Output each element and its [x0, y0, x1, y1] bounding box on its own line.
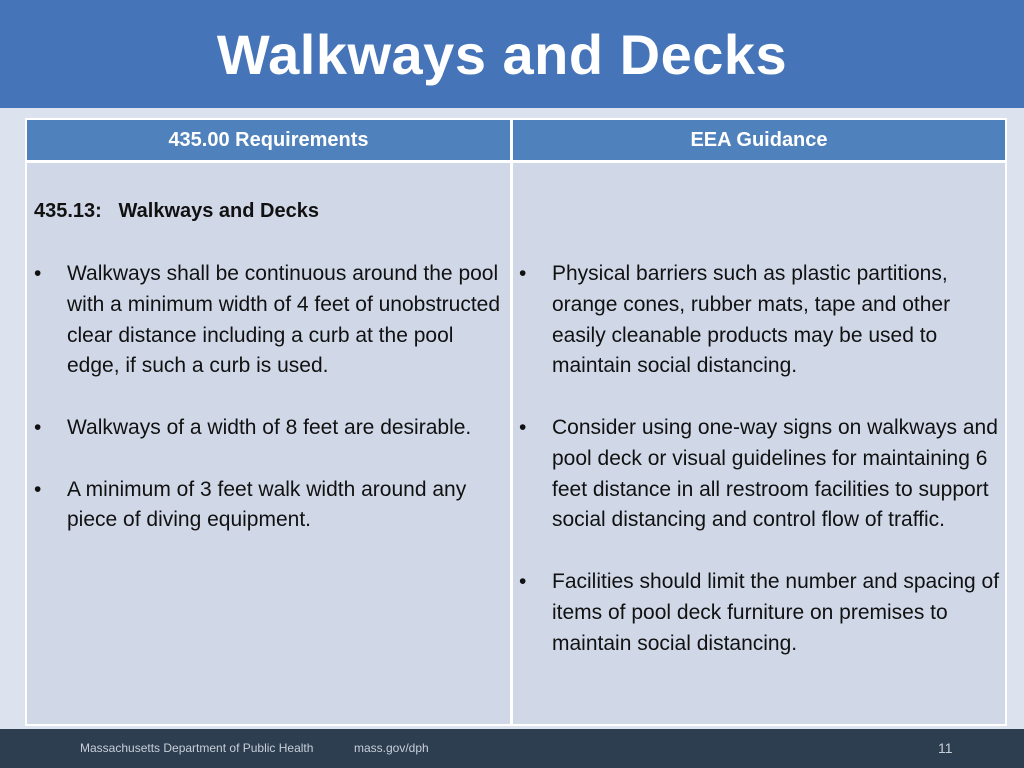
- slide-title: Walkways and Decks: [216, 22, 788, 86]
- list-item-text: Facilities should limit the number and spacing of items of pool deck furniture on premises to maintain social distancing.: [552, 569, 1000, 655]
- list-item-text: Walkways shall be continuous around the pool with a minimum width of 4 feet of unobstructed clear distance including a curb at the pool edge, if such a curb is used.: [67, 262, 501, 378]
- comparison-table: [25, 118, 1007, 726]
- footer-org: Massachusetts Department of Public Health: [80, 741, 314, 755]
- section-title: 435.13: Walkways and Decks: [34, 200, 319, 222]
- bullet-icon: •: [34, 415, 42, 439]
- requirements-list: [34, 259, 506, 567]
- footer-url: mass.gov/dph: [354, 741, 429, 755]
- list-item: [34, 413, 506, 444]
- header-guidance: EEA Guidance: [513, 120, 1005, 160]
- bullet-icon: •: [519, 262, 527, 285]
- list-item-text: Walkways of a width of 8 feet are desirable.: [67, 415, 472, 439]
- list-item-text: Consider using one-way signs on walkways and pool deck or visual guidelines for maintaining 6 feet distance in all restroom facilities to support social distancing and control flow of traffic.: [552, 415, 998, 532]
- list-item: [519, 413, 1005, 536]
- bullet-icon: •: [34, 262, 42, 285]
- list-item: [519, 567, 1005, 659]
- page-number: 11: [938, 740, 953, 756]
- guidance-list: [519, 259, 1005, 690]
- list-item: [34, 259, 506, 382]
- list-item: [34, 475, 506, 537]
- footer: [0, 729, 1024, 768]
- bullet-icon: •: [519, 415, 527, 439]
- list-item-text: Physical barriers such as plastic partitions, orange cones, rubber mats, tape and other easily cleanable products may be used to maintain social distancing.: [552, 262, 951, 378]
- list-item-text: A minimum of 3 feet walk width around any piece of diving equipment.: [67, 477, 467, 532]
- title-bar: [0, 0, 1024, 108]
- header-requirements: 435.00 Requirements: [27, 120, 510, 160]
- bullet-icon: •: [519, 569, 527, 593]
- list-item: [519, 259, 1005, 382]
- bullet-icon: •: [34, 477, 42, 501]
